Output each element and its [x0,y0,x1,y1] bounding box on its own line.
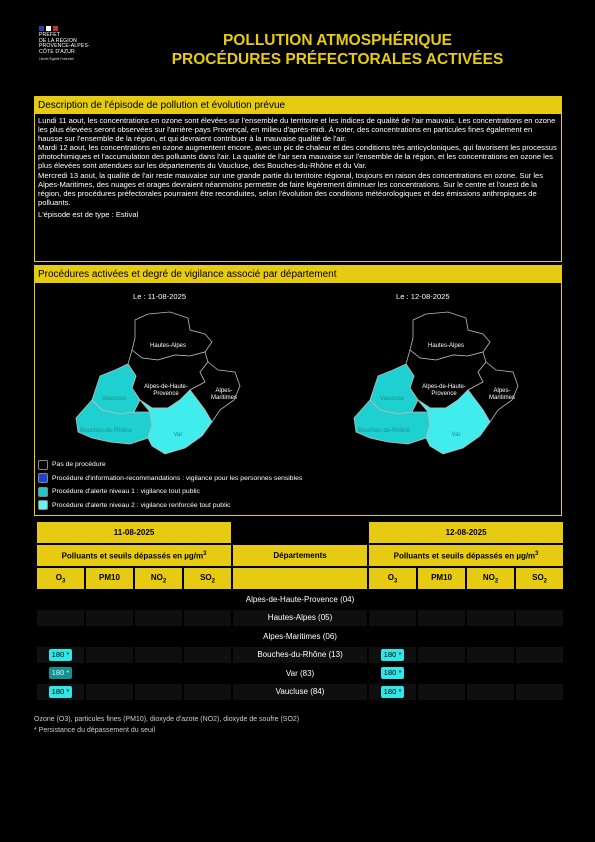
value-cell [184,610,231,627]
value-cell [516,591,563,608]
value-cell [467,591,514,608]
value-cell [135,610,182,627]
label-am: Maritimes [488,395,516,401]
value-cell [37,647,84,664]
description-header: Description de l'épisode de pollution et évolution prévue [35,97,561,114]
pollutants-header: Polluants et seuils dépassés en $\mu g/m^3$ [37,545,231,566]
value-cell [369,684,416,701]
value-cell [184,684,231,701]
value-cell [37,684,84,701]
label-bdr: Bouches-du-Rhône [80,428,132,434]
col-o3: $O_3$ [37,568,84,589]
value-cell [86,610,133,627]
value-cell [467,665,514,682]
value-cell [369,665,416,682]
label-ahp: Provence [153,391,179,397]
value-cell [184,628,231,645]
value-cell [467,610,514,627]
legend-swatch [38,460,48,470]
department-name: Var (83) [285,668,315,678]
label-var: Var [451,432,461,438]
value-cell [135,684,182,701]
table-row [37,647,563,664]
legend-item: Procédure d'alerte niveau 1 : vigilance tout public [38,485,302,499]
prefecture-logo [39,26,99,62]
department-name: Alpes-Maritimes (06) [263,631,337,641]
value-cell [467,628,514,645]
col-pm10: PM10 [418,568,465,589]
department-name: Hautes-Alpes (05) [233,610,367,627]
pollutant-legend: Ozone (O3), particules fines (PM10), dioxyde d'azote (NO2), dioxyde de soufre (SO2) [34,716,300,723]
threshold-badge: 180 * [381,649,405,661]
value-cell [184,591,231,608]
value-cell [135,647,182,664]
label-ahp: Alpes-de-Haute- [422,384,466,390]
legend-swatch [38,473,48,483]
legend-swatch [38,487,48,497]
legend-item: Procédure d'information-recommandations : vigilance pour les personnes sensibles [38,472,302,486]
value-cell [135,665,182,682]
label-hautes-alpes: Hautes-Alpes [149,343,187,349]
label-var: Var [173,432,183,438]
pollutants-header: Polluants et seuils dépassés en $\mu g/m^3$ [369,545,563,566]
value-cell [86,628,133,645]
value-cell [418,628,465,645]
description-panel [34,96,562,262]
value-cell [135,628,182,645]
table-row [37,591,563,608]
map2-date: Le : 12-08-2025 [396,292,450,301]
value-cell [86,665,133,682]
persistence-note: * Persistance du dépassement du seuil [34,727,156,734]
threshold-badge: 180 * [49,686,73,698]
value-cell [418,665,465,682]
label-am: Maritimes [210,395,238,401]
label-am: Alpes- [215,388,233,394]
title-line-2: PROCÉDURES PRÉFECTORALES ACTIVÉES [171,51,504,68]
threshold-badge: 180 * [381,686,405,698]
col-no2: $NO_2$ [467,568,514,589]
value-cell [369,591,416,608]
description-paragraph: Mardi 12 aout, les concentrations en ozone augmentent encore, avec un pic de chaleur et des conditions très anticycloniques, qui favorisent les processus photochimiques et l'accumulation des polluants dans l'air. La qualité de l'air sera mauvaise sur l'ensemble de la région, et les concentrations en ozone les plus élevées sont attendues sur les départements du Vaucluse, des Bouches-du-Rhône et du Var. [38,143,557,171]
value-cell [86,647,133,664]
marianne-logo-icon [39,26,99,31]
value-cell [37,610,84,627]
value-cell [418,610,465,627]
department-maps [40,300,560,460]
departments-header: Départements [233,545,367,566]
table-row [37,610,563,627]
department-name: Alpes-de-Haute-Provence (04) [245,594,355,604]
value-cell [516,628,563,645]
value-cell [516,610,563,627]
value-cell [369,610,416,627]
value-cell [369,628,416,645]
footnote [34,714,299,736]
value-cell [135,591,182,608]
value-cell [37,591,84,608]
value-cell [37,628,84,645]
col-o3: $O_3$ [369,568,416,589]
value-cell [418,647,465,664]
description-text [35,114,561,219]
threshold-badge: 180 * [49,649,73,661]
table-row [37,628,563,645]
description-paragraph: Lundi 11 aout, les concentrations en ozone sont élevées sur l'ensemble du territoire et les indices de qualité de l'air mauvais. Les concentrations en ozone les plus élevées seront observées sur l'arrière-pays Provençal, en milieu d'après-midi. À noter, des concentrations en particules fines également en hausse sur l'ensemble de la région, et qui devraient contribuer à la mauvaise qualité de l'air. [38,116,556,144]
col-no2: $NO_2$ [135,568,182,589]
page-title [100,31,575,69]
value-cell [184,665,231,682]
legend-item: Pas de procédure [38,458,302,472]
label-vaucluse: Vaucluse [101,396,127,402]
procedures-header: Procédures activées et degré de vigilance associé par département [35,266,561,283]
threshold-badge: 180 * [381,667,405,679]
value-cell [418,684,465,701]
department-name: Vaucluse (84) [233,684,367,701]
logo-text: PRÉFET DE LA RÉGION PROVENCE-ALPES- CÔTE D'AZUR [39,32,90,55]
value-cell [418,591,465,608]
value-cell [467,647,514,664]
threshold-badge: 180 * [49,667,73,679]
value-cell [516,647,563,664]
department-name: Bouches-du-Rhône (13) [233,647,367,664]
date2-header: 12-08-2025 [369,522,563,543]
pollutants-table [35,520,565,702]
legend-item: Procédure d'alerte niveau 2 : vigilance renforcée tout public [38,499,302,513]
value-cell [516,684,563,701]
description-paragraph: Mercredi 13 aout, la qualité de l'air reste mauvaise sur une grande partie du territoire régional, toujours en raison des concentrations en ozone. Sur les Alpes-Maritimes, des nuages et orages devraient néanmoins permettre de faire légèrement diminuer les concentrations. Sur le centre et l'ouest de la région, des procédures préfectorales pourraient être reconduites, selon l'évolution des conditions météorologiques et des émissions anthropiques de polluants. [38,170,544,207]
value-cell [37,665,84,682]
label-ahp: Provence [431,391,457,397]
date1-header: 11-08-2025 [37,522,231,543]
value-cell [184,647,231,664]
col-so2: $SO_2$ [184,568,231,589]
col-pm10: PM10 [86,568,133,589]
label-hautes-alpes: Hautes-Alpes [427,343,465,349]
table-row [37,684,563,701]
label-ahp: Alpes-de-Haute- [144,384,188,390]
label-am: Alpes- [493,388,511,394]
value-cell [369,647,416,664]
value-cell [467,684,514,701]
label-vaucluse: Vaucluse [379,396,405,402]
logo-motto: Liberté Égalité Fraternité [39,57,74,62]
map1-date: Le : 11-08-2025 [133,292,187,301]
legend-swatch [38,500,48,510]
col-so2: $SO_2$ [516,568,563,589]
map-legend [38,458,302,512]
value-cell [516,665,563,682]
value-cell [86,591,133,608]
value-cell [86,684,133,701]
episode-type: L'épisode est de type : Estival [38,209,139,219]
label-bdr: Bouches-du-Rhône [358,428,410,434]
title-line-1: POLLUTION ATMOSPHÉRIQUE [222,32,453,49]
table-row [37,665,563,682]
